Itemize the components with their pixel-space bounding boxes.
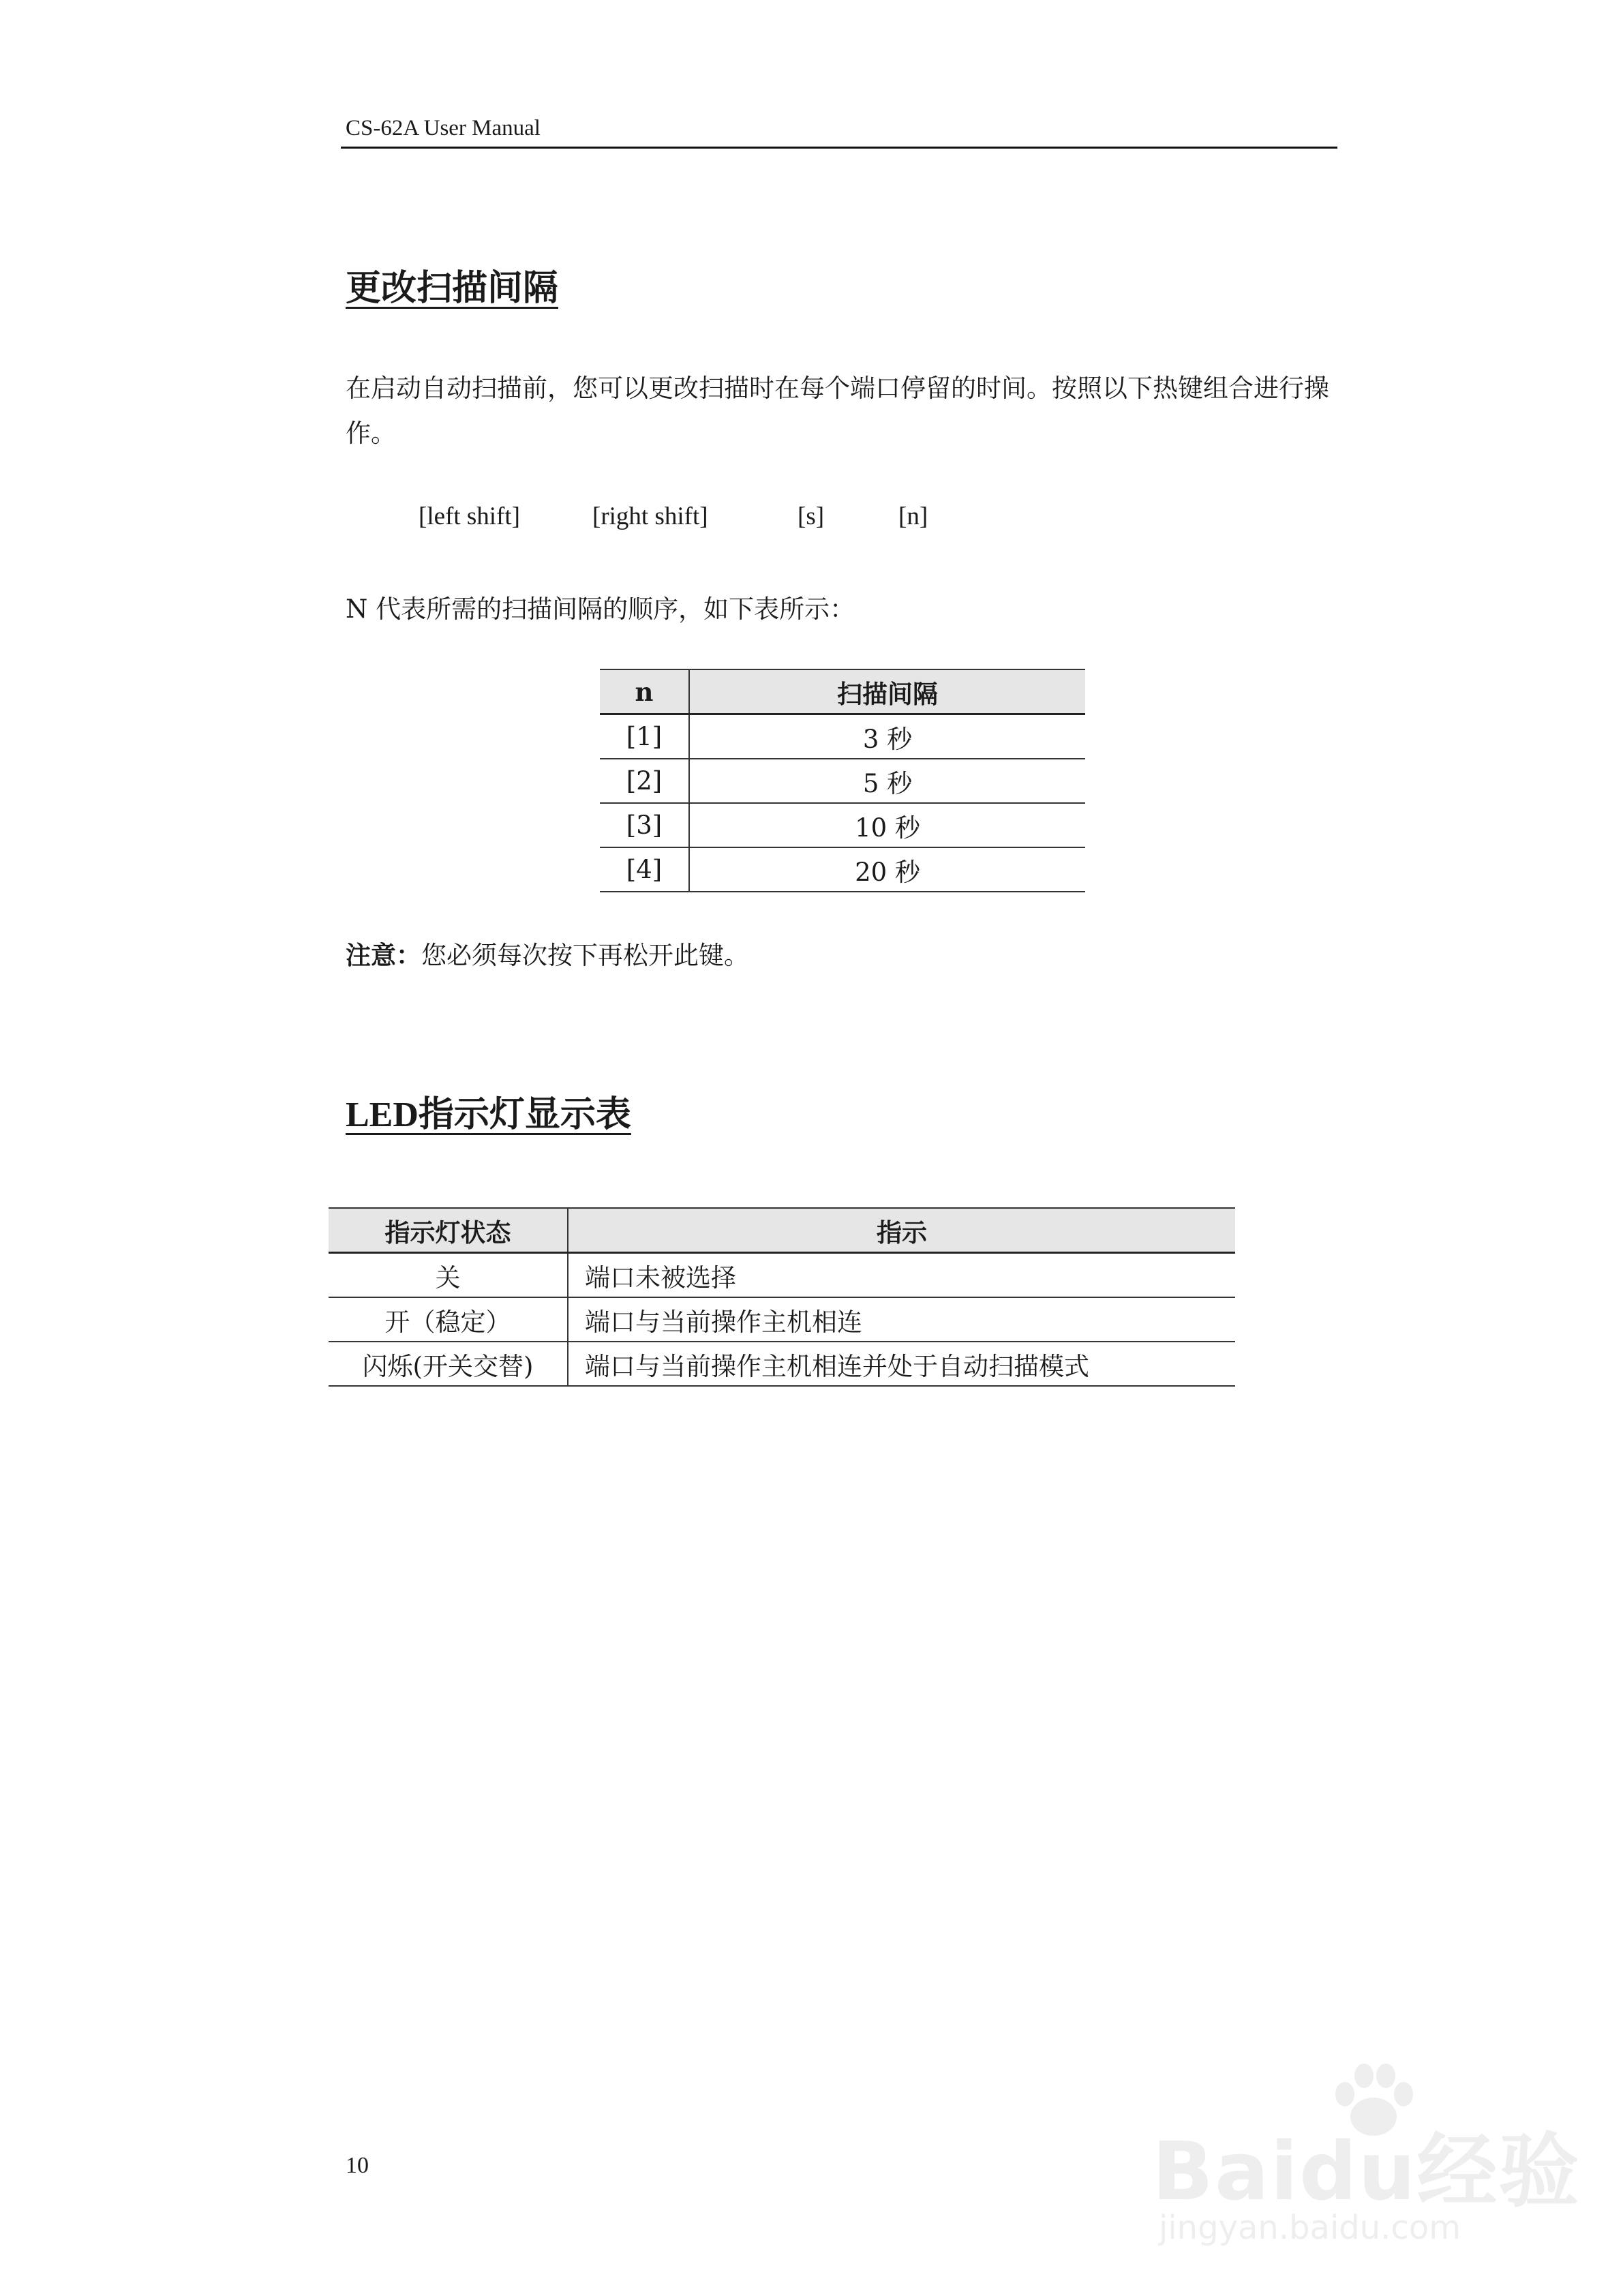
hotkey-n: [n] — [898, 502, 928, 530]
watermark-url: jingyan.baidu.com — [1159, 2209, 1461, 2247]
table-row — [329, 1342, 1235, 1386]
cell-n: [3] — [600, 803, 689, 847]
cell-indication: 端口与当前操作主机相连 — [585, 1307, 862, 1337]
n-description: N 代表所需的扫描间隔的顺序，如下表所示： — [346, 594, 855, 624]
table-row — [600, 803, 1085, 847]
column-header-n: n — [600, 669, 689, 714]
column-header-interval: 扫描间隔 — [689, 669, 1085, 714]
cell-interval: 3 秒 — [862, 724, 913, 754]
watermark-brand: Baidu经验 — [1152, 2124, 1581, 2218]
table-row — [329, 1297, 1235, 1342]
column-header-led-status: 指示灯状态 — [329, 1208, 568, 1253]
column-header-indication: 指示 — [568, 1208, 1235, 1253]
table-header-row — [329, 1208, 1235, 1253]
table-row — [600, 714, 1085, 759]
cell-led-status: 开（稳定） — [329, 1297, 568, 1342]
note-text: 您必须每次按下再松开此键。 — [421, 941, 749, 970]
hotkey-right-shift: [right shift] — [592, 502, 708, 530]
table-header-row — [600, 669, 1085, 714]
cell-interval: 5 秒 — [862, 768, 913, 798]
cell-led-status: 关 — [329, 1253, 568, 1298]
led-indicator-table — [329, 1207, 1235, 1387]
table-row — [329, 1253, 1235, 1298]
cell-indication: 端口与当前操作主机相连并处于自动扫描模式 — [585, 1351, 1089, 1381]
table-row — [600, 759, 1085, 803]
intro-paragraph: 在启动自动扫描前，您可以更改扫描时在每个端口停留的时间。按照以下热键组合进行操作。 — [346, 374, 1329, 448]
hotkey-left-shift: [left shift] — [419, 502, 520, 530]
cell-indication: 端口未被选择 — [585, 1263, 736, 1293]
section-heading-led-table: LED指示灯显示表 — [346, 1096, 631, 1134]
hotkey-s: [s] — [798, 502, 825, 530]
cell-n: [4] — [600, 847, 689, 892]
note-label: 注意： — [346, 940, 421, 970]
scan-interval-table — [600, 669, 1085, 892]
baidu-watermark — [1152, 2059, 1581, 2263]
cell-led-status: 闪烁(开关交替) — [329, 1342, 568, 1386]
cell-interval: 20 秒 — [855, 857, 920, 887]
note — [346, 935, 749, 971]
header-title: CS-62A User Manual — [346, 116, 541, 140]
section-heading-scan-interval: 更改扫描间隔 — [346, 267, 559, 309]
header-divider — [341, 147, 1337, 149]
cell-n: [1] — [600, 714, 689, 759]
table-row — [600, 847, 1085, 892]
page-number: 10 — [346, 2153, 369, 2178]
cell-n: [2] — [600, 759, 689, 803]
cell-interval: 10 秒 — [855, 813, 920, 843]
